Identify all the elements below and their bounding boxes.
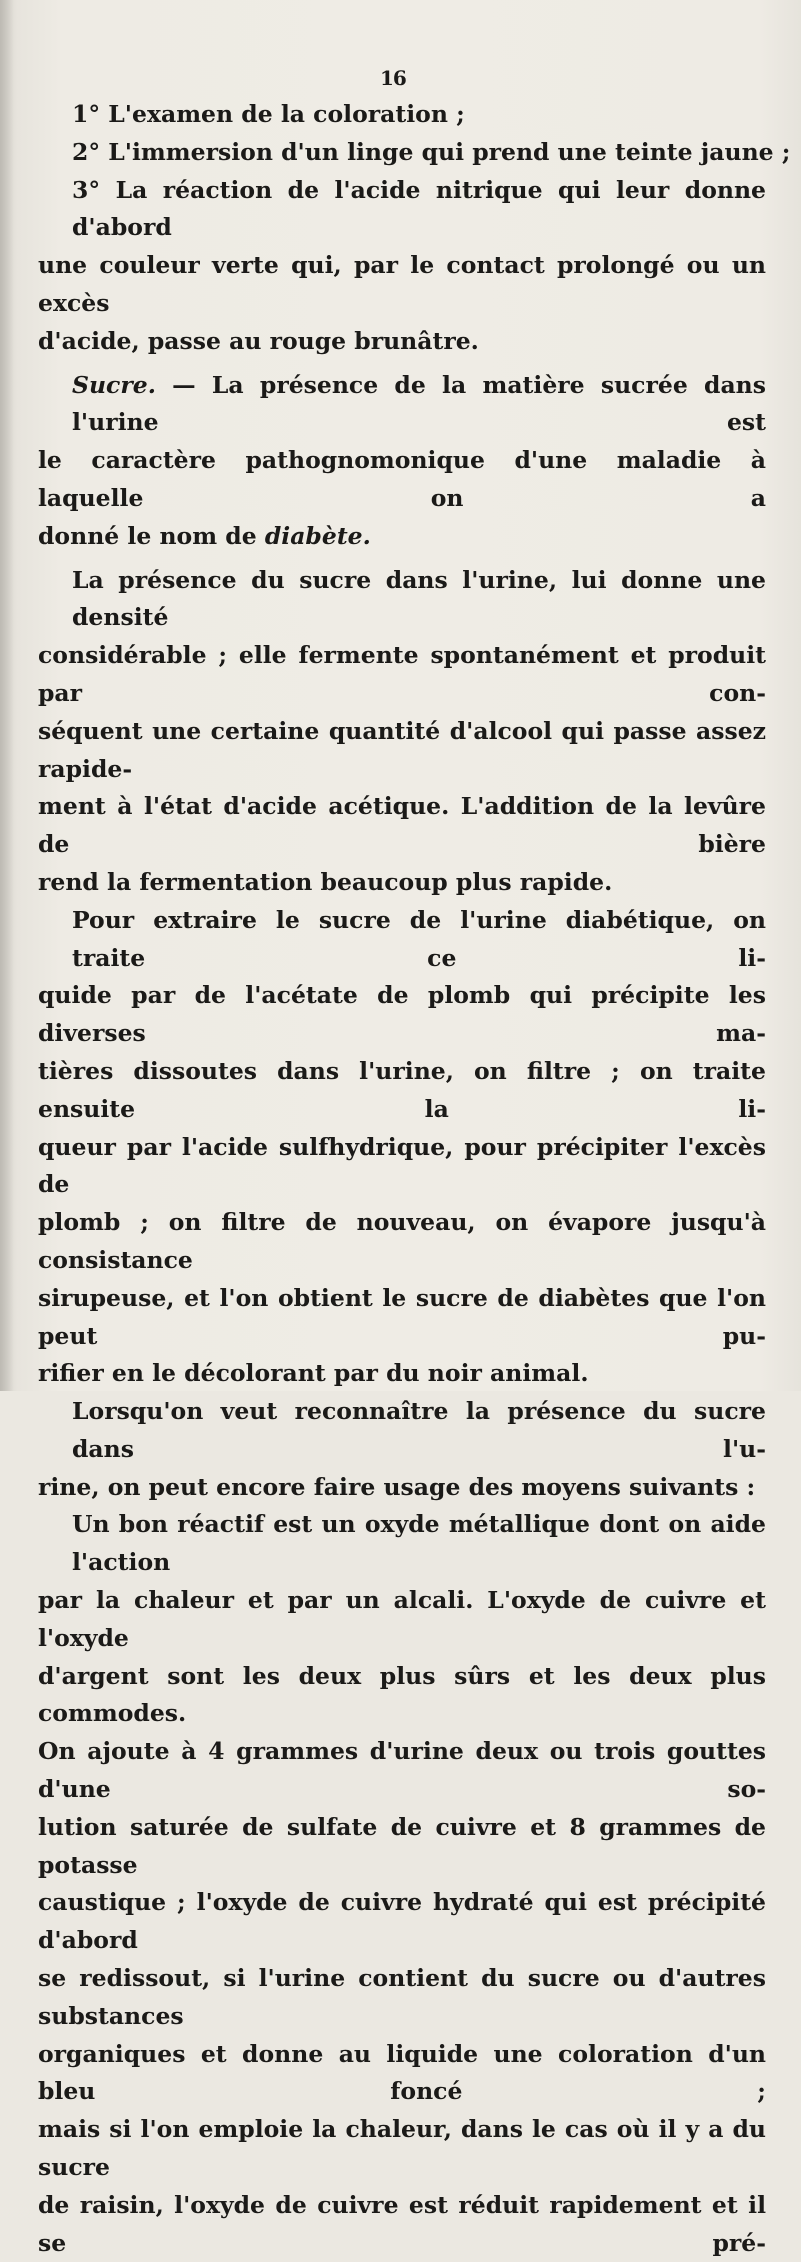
text-line: On ajoute à 4 grammes d'urine deux ou trois gouttes d'une so-: [38, 1737, 766, 1804]
sucre-heading: Sucre.: [72, 370, 156, 399]
text-line: séquent une certaine quantité d'alcool qui passe assez rapide-: [38, 716, 766, 783]
text-line: mais si l'on emploie la chaleur, dans le cas où il y a du sucre: [38, 2115, 766, 2182]
text-line: ment à l'état d'acide acétique. L'addition de la levûre de bière: [38, 792, 766, 859]
text-line: d'acide, passe au rouge brunâtre.: [38, 326, 479, 355]
text-line: une couleur verte qui, par le contact prolongé ou un excès: [38, 251, 766, 317]
text-line: [38, 518, 766, 556]
text-line: La présence du sucre dans l'urine, lui donne une densité: [72, 565, 766, 632]
text-line: plomb ; on filtre de nouveau, on évapore jusqu'à consistance: [38, 1208, 766, 1274]
text-line: d'argent sont les deux plus sûrs et les deux plus commodes.: [38, 1661, 766, 1728]
text-span: — La présence de la matière sucrée dans l'urine est: [72, 370, 766, 437]
text-line: sirupeuse, et l'on obtient le sucre de diabètes que l'on peut pu-: [38, 1283, 766, 1350]
text-line: quide par de l'acétate de plomb qui précipite les diverses ma-: [38, 981, 766, 1048]
binding-shadow: [0, 0, 14, 1391]
text-line: caustique ; l'oxyde de cuivre hydraté qui est précipité d'abord: [38, 1888, 766, 1955]
text-line: le caractère pathognomonique d'une maladie à laquelle on a: [38, 446, 766, 512]
text-line: rifier en le décolorant par du noir animal.: [38, 1359, 589, 1388]
text-line: rend la fermentation beaucoup plus rapide.: [38, 867, 613, 896]
text-line: lution saturée de sulfate de cuivre et 8 grammes de potasse: [38, 1812, 766, 1879]
text-line: organiques et donne au liquide une coloration d'un bleu foncé ;: [38, 2039, 766, 2106]
text-line: Un bon réactif est un oxyde métallique dont on aide l'action: [72, 1510, 766, 1577]
text-line: de raisin, l'oxyde de cuivre est réduit rapidement et il se pré-: [38, 2190, 766, 2257]
text-line: 2° L'immersion d'un linge qui prend une teinte jaune ;: [72, 137, 791, 166]
text-line: rine, on peut encore faire usage des moyens suivants :: [38, 1472, 756, 1501]
text-line: queur par l'acide sulfhydrique, pour précipiter l'excès de: [38, 1132, 766, 1199]
text-line: se redissout, si l'urine contient du sucre ou d'autres substances: [38, 1964, 766, 2030]
text-line: Lorsqu'on veut reconnaître la présence du sucre dans l'u-: [72, 1397, 766, 1463]
text-line: considérable ; elle fermente spontanément et produit par con-: [38, 641, 766, 707]
text-line: tières dissoutes dans l'urine, on filtre ; on traite ensuite la li-: [38, 1056, 766, 1123]
page-number: 16: [380, 66, 406, 90]
text-line: 1° L'examen de la coloration ;: [72, 100, 465, 128]
diabete-word: diabète.: [264, 521, 371, 550]
text-line: par la chaleur et par un alcali. L'oxyde de cuivre et l'oxyde: [38, 1586, 766, 1652]
text-line: [38, 367, 766, 443]
text-line: Pour extraire le sucre de l'urine diabétique, on traite ce li-: [72, 905, 766, 972]
text-line: 3° La réaction de l'acide nitrique qui leur donne d'abord: [72, 175, 766, 242]
text-span: donné le nom de: [38, 521, 265, 550]
page-text: [38, 96, 791, 2262]
